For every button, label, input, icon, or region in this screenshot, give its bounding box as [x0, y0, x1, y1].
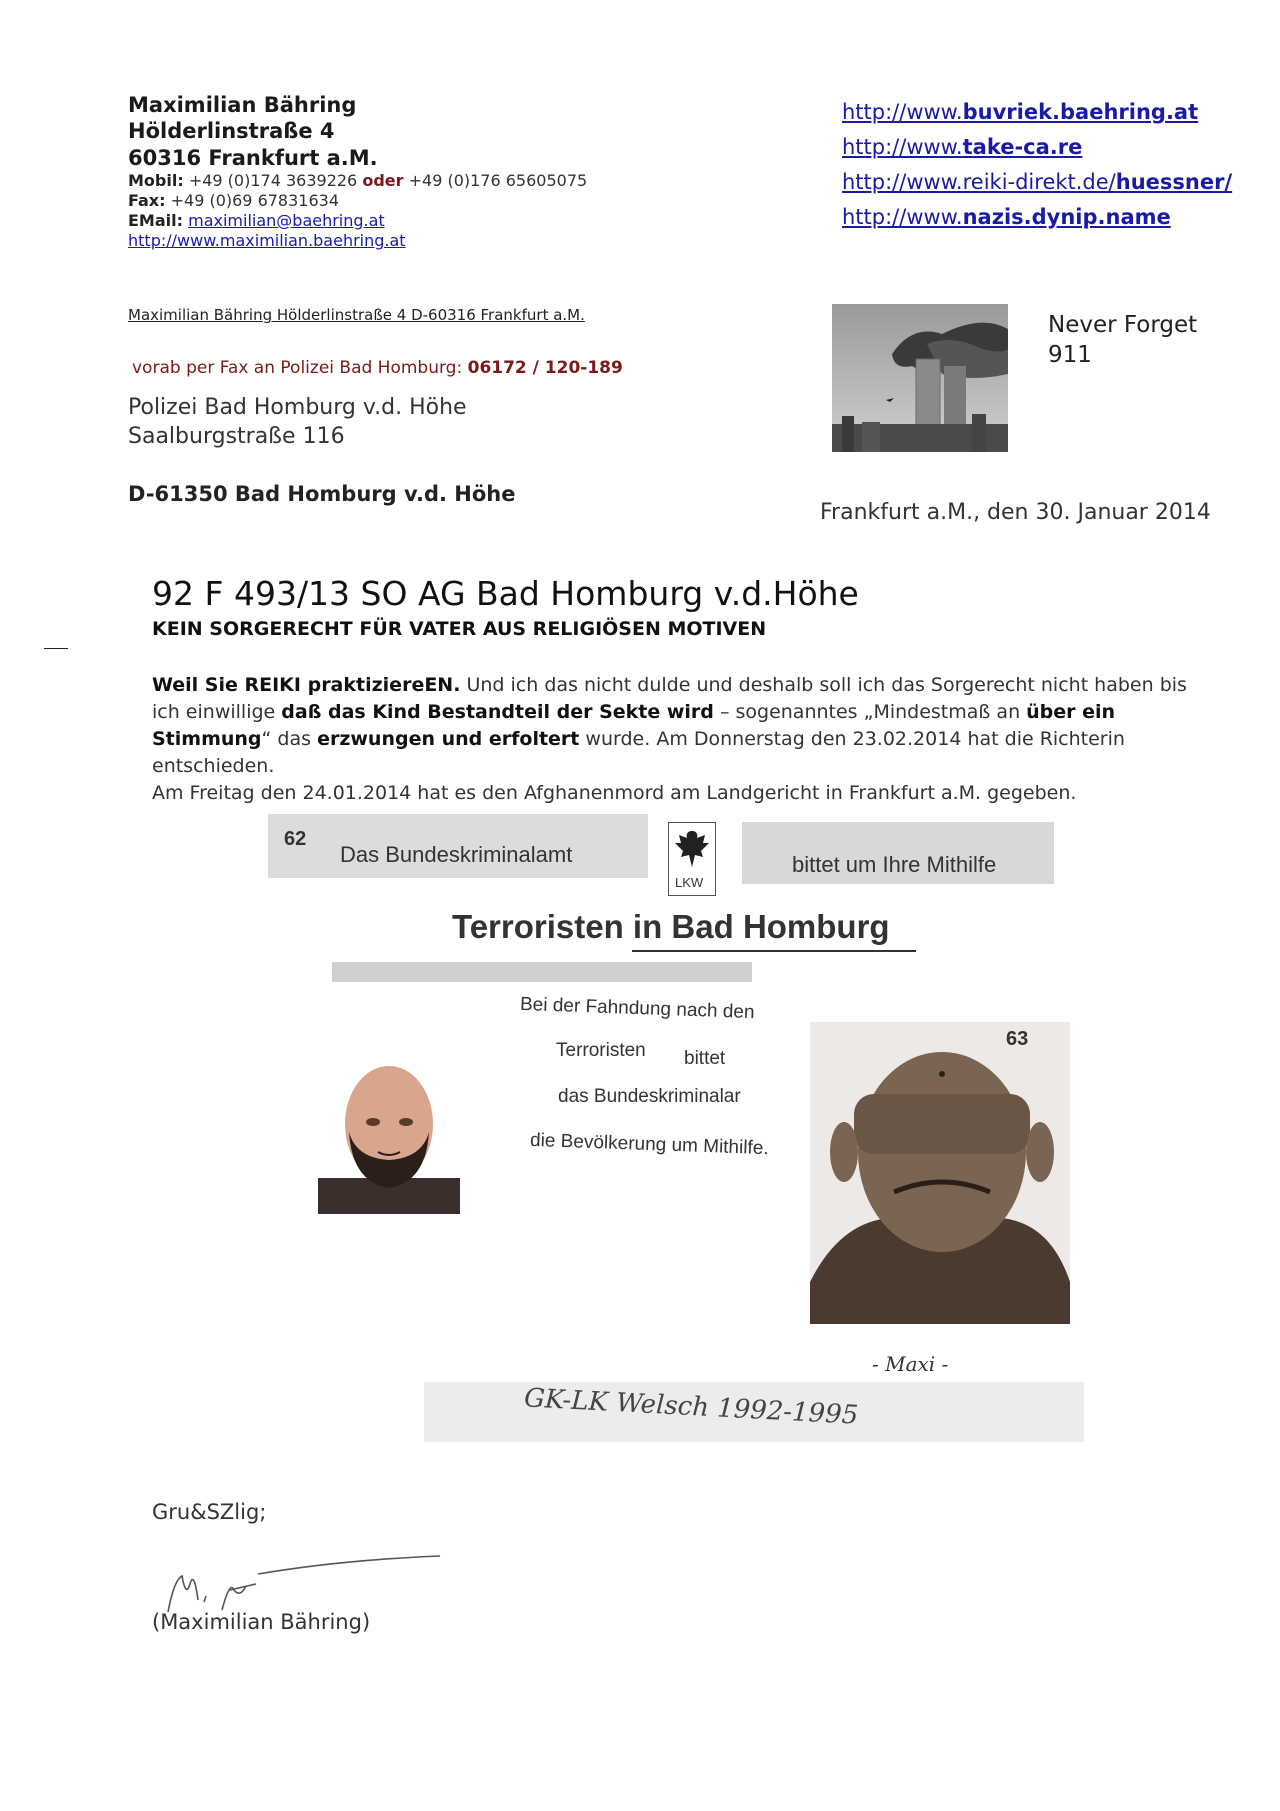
fax-number: +49 (0)69 67831634 [170, 190, 340, 210]
sender-fax-line [128, 191, 688, 211]
never-forget-note [1048, 310, 1197, 370]
page-number-right: 63 [1006, 1028, 1029, 1050]
fax-note-number: 06172 / 120-189 [467, 358, 623, 378]
newspaper-collage [268, 808, 1088, 1460]
signature [160, 1540, 450, 1620]
title-underline [632, 950, 916, 952]
link-nazis-dynip[interactable]: http://www.nazis.dynip.name [842, 205, 1171, 229]
help-label: bittet um Ihre Mithilfe [792, 852, 997, 877]
closing-signoff: Gru&SZlig; [152, 1500, 267, 1524]
never-forget-line-1: Never Forget [1048, 312, 1198, 338]
sender-email-line [128, 211, 688, 231]
sender-block [128, 92, 688, 251]
recipient-zip-city: D-61350 Bad Homburg v.d. Höhe [128, 482, 516, 506]
search-line-2: Terroristen [556, 1040, 646, 1061]
search-line-4: die Bevölkerung um Mithilfe. [529, 1129, 769, 1160]
wtc-photo [832, 304, 1008, 452]
torn-edge [332, 962, 752, 982]
mobile-number-2: +49 (0)176 65605075 [408, 170, 588, 190]
body-paragraph-1: Weil Sie REIKI praktiziereEN. Und ich das nicht dulde und deshalb soll ich das Sorgerecht nicht haben bis ich einwillige daß das Kind Bestandteil der Sekte wird – sogenanntes „Mindestmaß an über ein Stimmung“ das erzwungen und erfoltert wurde. Am Donnerstag den 23.02.2014 hat die Richterin entschieden. [152, 674, 1187, 777]
body-paragraph-2: Am Freitag den 24.01.2014 hat es den Afghanenmord am Landgericht in Frankfurt a.M. gegeben. [152, 782, 1077, 804]
page-number-left: 62 [284, 828, 307, 850]
mobile-number-1: +49 (0)174 3639226 [188, 170, 358, 190]
return-address: Maximilian Bähring Hölderlinstraße 4 D-60316 Frankfurt a.M. [128, 306, 585, 324]
closing-name: (Maximilian Bähring) [152, 1610, 371, 1634]
email-label: EMail: [128, 210, 184, 230]
letter-date: Frankfurt a.M., den 30. Januar 2014 [820, 500, 1211, 525]
case-subheading: KEIN SORGERECHT FÜR VATER AUS RELIGIÖSEN MOTIVEN [152, 618, 767, 640]
recipient-line-1: Polizei Bad Homburg v.d. Höhe [128, 395, 467, 420]
sender-street: Hölderlinstraße 4 [128, 119, 335, 144]
eagle-emblem [668, 822, 716, 896]
search-line-1: Bei der Fahndung nach den [519, 993, 755, 1024]
link-reiki-direkt[interactable]: http://www.reiki-direkt.de/huessner/ [842, 170, 1233, 194]
mobile-or: oder [362, 170, 404, 190]
letter-body [152, 672, 1192, 807]
website-link[interactable]: http://www.maximilian.baehring.at [128, 230, 406, 250]
email-link[interactable]: maximilian@baehring.at [188, 210, 385, 230]
margin-dash [44, 648, 68, 649]
bka-label: Das Bundeskriminalamt [340, 842, 573, 867]
mobile-label: Mobil: [128, 170, 184, 190]
search-line-3: das Bundeskriminalar [558, 1086, 741, 1107]
fax-note-text: vorab per Fax an Polizei Bad Homburg: [132, 358, 463, 378]
recipient-block [128, 393, 467, 451]
portrait-photo [318, 1062, 460, 1214]
sketch-caption: - Maxi - [872, 1352, 949, 1376]
sender-mobile-line [128, 171, 688, 191]
sender-city: 60316 Frankfurt a.M. [128, 145, 378, 170]
recipient-line-2: Saalburgstraße 116 [128, 424, 345, 449]
link-buvriek[interactable]: http://www.buvriek.baehring.at [842, 100, 1199, 124]
sender-name: Maximilian Bähring [128, 93, 357, 117]
fax-note [132, 358, 623, 378]
search-line-2b: bittet [684, 1048, 726, 1069]
collage-title: Terroristen in Bad Homburg [452, 908, 890, 945]
link-take-care[interactable]: http://www.take-ca.re [842, 135, 1083, 159]
never-forget-line-2: 911 [1048, 342, 1092, 368]
eagle-label: LKW [675, 875, 704, 890]
sketch-panel [810, 1022, 1070, 1324]
eagle-icon [669, 823, 715, 875]
case-heading: 92 F 493/13 SO AG Bad Homburg v.d.Höhe [152, 574, 859, 613]
fax-label: Fax: [128, 190, 166, 210]
handwriting-note: GK-LK Welsch 1992-1995 [523, 1383, 859, 1431]
link-list [842, 100, 1262, 240]
